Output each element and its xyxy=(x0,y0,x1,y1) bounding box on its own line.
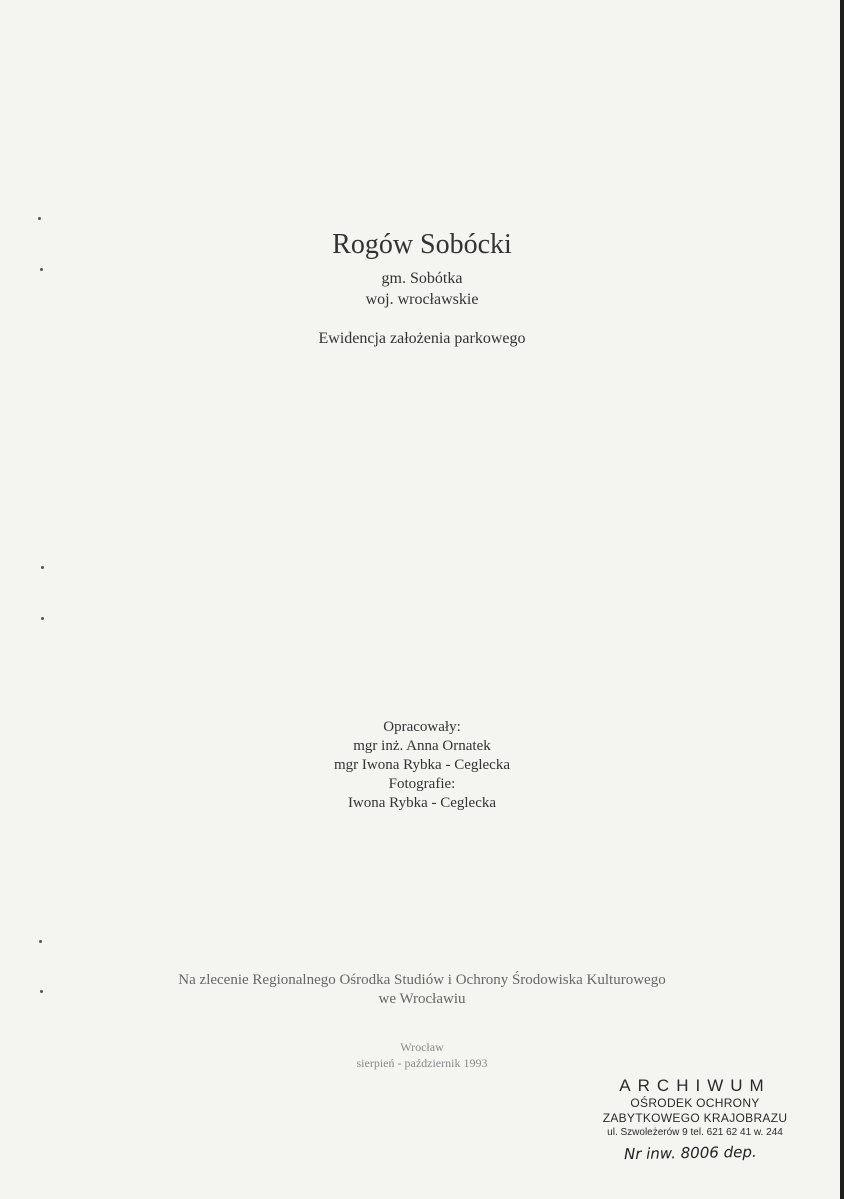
archive-stamp xyxy=(590,1076,800,1140)
authors-heading: Opracowały: xyxy=(383,719,461,735)
commission-line: we Wrocławiu xyxy=(378,991,466,1007)
document-title: Rogów Sobócki xyxy=(332,229,512,260)
photographer-name: Iwona Rybka - Ceglecka xyxy=(347,795,497,811)
commission-block xyxy=(0,971,844,1009)
document-description: Ewidencja założenia parkowego xyxy=(318,330,526,347)
commission-line: Na zlecenie Regionalnego Ośrodka Studiów i Ochrony Środowiska Kulturowego xyxy=(178,972,666,988)
author-name: mgr Iwona Rybka - Ceglecka xyxy=(333,757,510,773)
stamp-line: ZABYTKOWEGO KRAJOBRAZU xyxy=(602,1111,788,1125)
handwritten-inventory-note: Nr inw. 8006 dep. xyxy=(623,1142,757,1164)
municipality: gm. Sobótka xyxy=(381,270,463,287)
stamp-line: OŚRODEK OCHRONY xyxy=(630,1096,760,1110)
photos-heading: Fotografie: xyxy=(388,776,456,792)
location-block xyxy=(0,268,844,310)
scan-speck xyxy=(38,217,41,220)
scan-speck xyxy=(39,940,42,943)
voivodeship: woj. wrocławskie xyxy=(365,291,479,308)
place-date-block xyxy=(0,1039,844,1071)
stamp-title: ARCHIWUM xyxy=(619,1076,771,1095)
author-name: mgr inż. Anna Ornatek xyxy=(353,738,491,754)
place: Wrocław xyxy=(400,1040,444,1054)
stamp-address: ul. Szwoleżerów 9 tel. 621 62 41 w. 244 xyxy=(607,1127,783,1138)
date: sierpień - październik 1993 xyxy=(356,1056,488,1070)
scan-speck xyxy=(41,617,44,620)
scan-speck xyxy=(41,566,44,569)
authors-block xyxy=(0,718,844,813)
scan-edge xyxy=(840,0,844,1199)
